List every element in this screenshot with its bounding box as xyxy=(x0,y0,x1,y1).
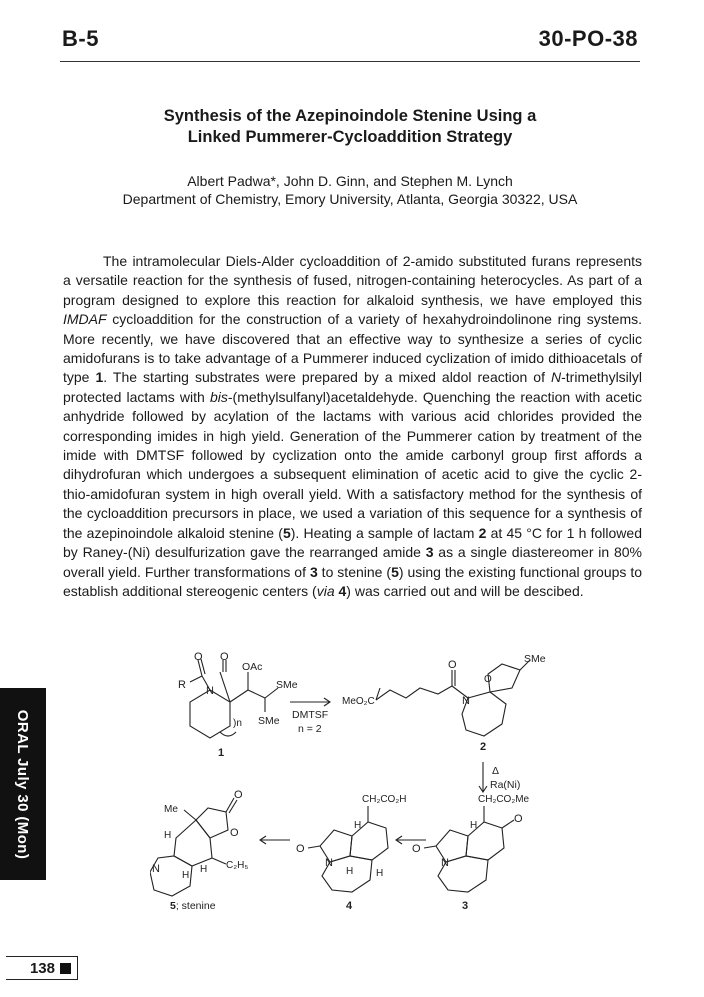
o-label: O xyxy=(514,813,523,825)
title-line-2: Linked Pummerer-Cycloaddition Strategy xyxy=(187,128,513,146)
compound-3 xyxy=(412,794,530,912)
n-label: N xyxy=(325,857,333,869)
chain xyxy=(376,686,452,700)
compound-ref: 5 xyxy=(282,524,291,541)
oac-label: OAc xyxy=(242,661,263,673)
n-label: N xyxy=(441,857,449,869)
arrow-2 xyxy=(479,762,520,792)
r-label: R xyxy=(178,679,186,691)
compound-ref: 3 xyxy=(425,544,434,561)
abstract-text: at 45 °C for 1 h followed by Raney-(Ni) desulfurization gave the rearranged amide xyxy=(63,524,642,561)
bond xyxy=(229,800,237,813)
me-label: Me xyxy=(164,804,178,815)
ethyl-label: C₂H₅ xyxy=(226,860,249,871)
abstract-text: . The starting substrates were prepared by a mixed aldol reaction of xyxy=(103,369,551,386)
compound-ref: 5 xyxy=(391,563,399,580)
abstract-italic: N xyxy=(551,369,562,386)
abstract-text: as a single diastereomer in 80% overall yield. Further transformations of xyxy=(63,544,643,580)
abstract-text: ). Heating a sample of lactam xyxy=(290,524,479,541)
compound-number xyxy=(170,900,216,912)
session-code: B-5 xyxy=(62,26,99,51)
o-label: O xyxy=(412,843,421,855)
n-label: N xyxy=(152,863,160,875)
abstract-italic: bis xyxy=(209,388,228,405)
arrow-condition: n = 2 xyxy=(298,723,322,735)
o-label: O xyxy=(296,843,305,855)
ring xyxy=(190,690,230,738)
h-label: H xyxy=(200,864,208,875)
page-number-box xyxy=(6,956,78,980)
sme-label: SMe xyxy=(276,679,298,691)
furan-ring xyxy=(488,664,520,692)
page-number: 138 xyxy=(29,959,55,977)
bond xyxy=(502,820,514,828)
author-names: Albert Padwa*, John D. Ginn, and Stephen M. Lynch xyxy=(187,173,513,189)
h-label: H xyxy=(182,870,190,881)
sme-label: SMe xyxy=(258,715,280,727)
header-rule xyxy=(60,61,640,62)
abstract-text: -trimethylsilyl protected lactams with xyxy=(63,369,643,405)
arrow-3 xyxy=(396,836,426,844)
compound-number-bold: 5 xyxy=(170,900,176,912)
arrow-condition: Δ xyxy=(492,765,500,777)
session-date-label: ORAL July 30 (Mon) xyxy=(14,709,32,859)
author-block xyxy=(60,172,640,208)
compound-number: 4 xyxy=(346,900,353,912)
abstract-italic: via xyxy=(316,582,335,599)
bond xyxy=(226,798,234,812)
abstract-italic: IMDAF xyxy=(63,311,107,328)
reaction-scheme xyxy=(150,652,570,917)
h-label: H xyxy=(376,868,384,879)
substituent-label: CH₂CO₂Me xyxy=(478,794,530,805)
bond xyxy=(190,676,202,682)
lactone-ring xyxy=(196,808,228,838)
abstract-code: 30-PO-38 xyxy=(538,26,638,51)
compound-number: 1 xyxy=(218,747,225,759)
arrow-1 xyxy=(290,698,330,735)
compound-1 xyxy=(178,652,298,759)
o-label: O xyxy=(234,789,243,801)
compound-ref: 2 xyxy=(478,524,487,541)
compound-name: ; stenine xyxy=(175,900,216,912)
h-label: H xyxy=(164,830,172,841)
compound-number: 3 xyxy=(462,900,469,912)
substituent-label: CH₂CO₂H xyxy=(362,794,407,805)
abstract-text: to stenine ( xyxy=(317,563,392,580)
ester-label: MeO₂C xyxy=(342,696,375,707)
o-label: O xyxy=(194,652,203,663)
abstract-text: ) using the existing functional groups to establish additional stereogenic centers ( xyxy=(63,563,643,599)
session-side-tab xyxy=(0,688,46,880)
affiliation: Department of Chemistry, Emory University, Atlanta, Georgia 30322, USA xyxy=(122,191,578,207)
arrow-reagent: DMTSF xyxy=(292,709,329,721)
ring-bridge xyxy=(220,732,236,736)
n-label: N xyxy=(462,695,470,707)
bond xyxy=(230,690,248,702)
h-label: H xyxy=(346,866,354,877)
abstract-text: ) was carried out and will be descibed. xyxy=(346,582,584,599)
compound-4 xyxy=(296,794,406,912)
compound-ref: 3 xyxy=(309,563,318,580)
bond xyxy=(248,690,265,698)
bond xyxy=(212,858,226,864)
compound-5 xyxy=(150,789,248,912)
compound-ref: 4 xyxy=(334,582,347,599)
paper-title xyxy=(60,106,640,148)
furan-o-label: O xyxy=(484,674,492,685)
arrow-reagent: Ra(Ni) xyxy=(490,779,521,791)
n-subscript: )n xyxy=(233,718,242,729)
sme-label: SMe xyxy=(524,653,546,665)
abstract-text: The intramolecular Diels-Alder cycloaddition of 2-amido substituted furans represents a versatile reaction for the synthesis of fused, nitrogen-containing heterocycles. As part of a program designed to explore this reaction for alkaloid synthesis, we have employed this xyxy=(63,253,642,308)
o-label: O xyxy=(448,659,457,671)
o-label: O xyxy=(220,652,229,663)
o-label: O xyxy=(230,827,239,839)
n-label: N xyxy=(206,685,214,697)
arrow-4 xyxy=(260,836,290,844)
compound-number: 2 xyxy=(480,741,487,753)
compound-ref: 1 xyxy=(95,369,104,386)
h-label: H xyxy=(354,820,362,831)
bond xyxy=(308,846,320,848)
bond xyxy=(184,810,196,820)
bond xyxy=(424,846,436,848)
h-label: H xyxy=(470,820,478,831)
compound-2 xyxy=(342,653,546,753)
abstract-text: cycloaddition for the construction of a variety of hexahydroindolinone ring systems. More recently, we have discovered that an effective way to synthesize a series of cyclic amidofurans is to take advantage of a Pummerer induced cyclization of imido dithioacetals of type xyxy=(63,311,642,386)
abstract-body xyxy=(63,252,642,601)
page-marker-square xyxy=(60,963,71,974)
title-line-1: Synthesis of the Azepinoindole Stenine Using a xyxy=(163,107,537,125)
abstract-text: -(methylsulfanyl)acetaldehyde. Quenching the reaction with acetic anhydride followed by acylation of the lactams with various acid chlorides provided the corresponding imides in high yield. Generation of the Pummerer cation by treatment of the imide with DMTSF followed by cyclization onto the amide carbonyl group first affords a dihydrofuran which undergoes a subsequent elimination of acetic acid to give the cyclic 2-thio-amidofuran system in high overall yield. With a satisfactory method for the synthesis of the cycloaddition precursors in place, we used a variation of this sequence for a synthesis of the azepinoindole alkaloid stenine ( xyxy=(63,388,642,541)
